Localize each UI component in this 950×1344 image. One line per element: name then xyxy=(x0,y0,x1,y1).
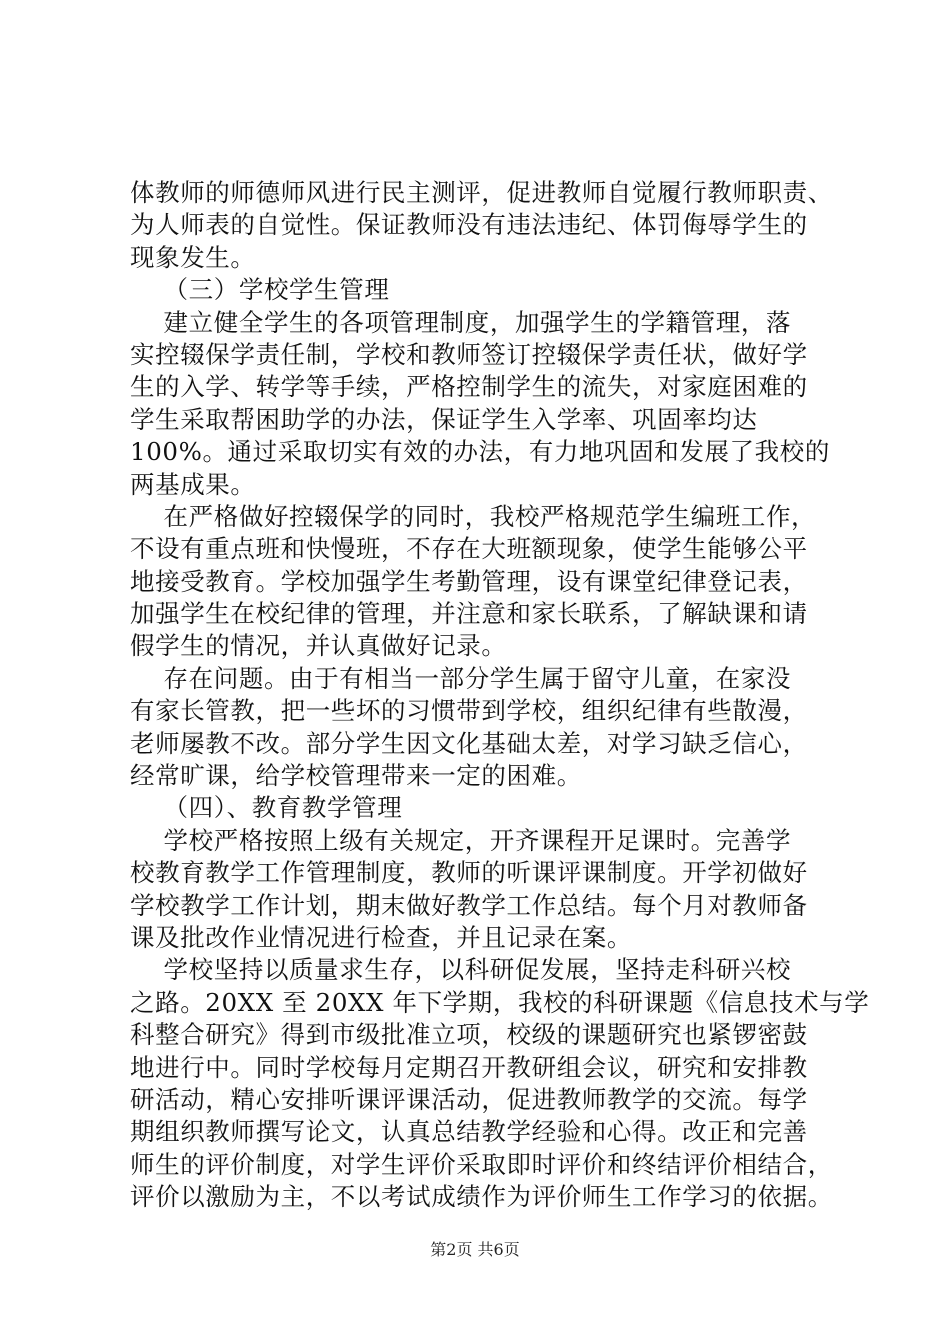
body-text xyxy=(130,177,870,1214)
text-line: 经常旷课，给学校管理带来一定的困难。 xyxy=(130,761,582,791)
text-line: （三）学校学生管理 xyxy=(130,275,390,305)
text-line: 不设有重点班和快慢班，不存在大班额现象，使学生能够公平 xyxy=(130,534,808,564)
text-line: 校教育教学工作管理制度，教师的听课评课制度。开学初做好 xyxy=(130,858,808,888)
text-line: 期组织教师撰写论文，认真总结教学经验和心得。改正和完善 xyxy=(130,1117,808,1147)
text-line: 课及批改作业情况进行检查，并且记录在案。 xyxy=(130,922,632,952)
text-line: 加强学生在校纪律的管理，并注意和家长联系，了解缺课和请 xyxy=(130,599,808,629)
text-line: 100%。通过采取切实有效的办法，有力地巩固和发展了我校的 xyxy=(130,437,830,467)
text-line: 两基成果。 xyxy=(130,469,256,499)
text-line: 实控辍保学责任制，学校和教师签订控辍保学责任状，做好学 xyxy=(130,339,808,369)
text-line: 生的入学、转学等手续，严格控制学生的流失，对家庭困难的 xyxy=(130,372,808,402)
text-line: 之路。20XX 至 20XX 年下学期，我校的科研课题《信息技术与学 xyxy=(130,987,870,1017)
text-line: 师生的评价制度，对学生评价采取即时评价和终结评价相结合， xyxy=(130,1149,833,1179)
text-line: 现象发生。 xyxy=(130,242,256,272)
text-line: 地进行中。同时学校每月定期召开教研组会议，研究和安排教 xyxy=(130,1052,808,1082)
text-line: 老师屡教不改。部分学生因文化基础太差，对学习缺乏信心， xyxy=(130,728,808,758)
text-line: 有家长管教，把一些坏的习惯带到学校，组织纪律有些散漫， xyxy=(130,696,808,726)
text-line: 学校教学工作计划，期末做好教学工作总结。每个月对教师备 xyxy=(130,890,808,920)
text-line: 学校坚持以质量求生存，以科研促发展，坚持走科研兴校 xyxy=(130,955,792,985)
text-line: 在严格做好控辍保学的同时，我校严格规范学生编班工作， xyxy=(130,501,817,531)
text-line: 存在问题。由于有相当一部分学生属于留守儿童，在家没 xyxy=(130,663,792,693)
text-line: 研活动，精心安排听课评课活动，促进教师教学的交流。每学 xyxy=(130,1084,808,1114)
text-line: 建立健全学生的各项管理制度，加强学生的学籍管理，落 xyxy=(130,307,792,337)
text-line: 评价以激励为主，不以考试成绩作为评价师生工作学习的依据。 xyxy=(130,1182,833,1212)
text-line: 为人师表的自觉性。保证教师没有违法违纪、体罚侮辱学生的 xyxy=(130,210,808,240)
page-footer: 第2页 共6页 xyxy=(430,1240,520,1259)
text-line: 学校严格按照上级有关规定，开齐课程开足课时。完善学 xyxy=(130,825,792,855)
text-line: 科整合研究》得到市级批准立项，校级的课题研究也紧锣密鼓 xyxy=(130,1020,808,1050)
text-line: （四）、教育教学管理 xyxy=(130,793,403,823)
text-line: 学生采取帮困助学的办法，保证学生入学率、巩固率均达 xyxy=(130,404,758,434)
text-line: 地接受教育。学校加强学生考勤管理，设有课堂纪律登记表， xyxy=(130,566,808,596)
text-line: 假学生的情况，并认真做好记录。 xyxy=(130,631,507,661)
text-line: 体教师的师德师风进行民主测评，促进教师自觉履行教师职责、 xyxy=(130,178,833,207)
